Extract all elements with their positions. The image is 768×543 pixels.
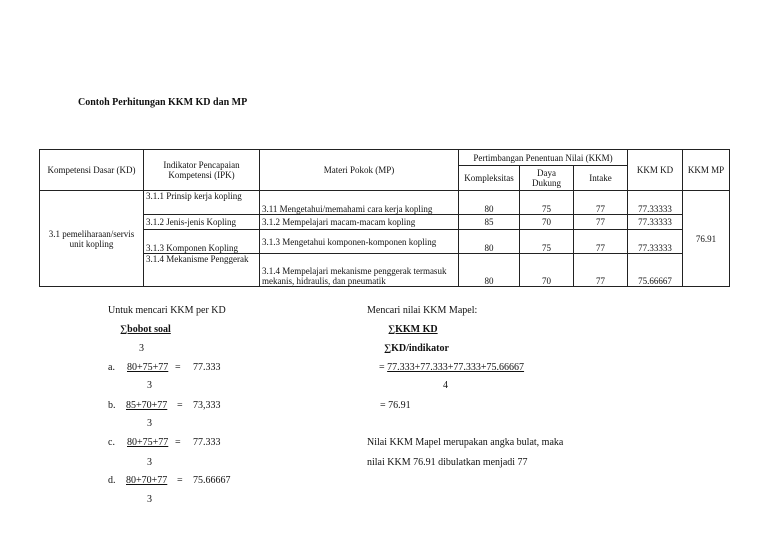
kkm-kd-cell: 77.33333	[628, 215, 683, 230]
kd-cell: 3.1 pemeliharaan/servis unit kopling	[40, 191, 144, 287]
kompleksitas-cell: 80	[459, 254, 520, 287]
item-denominator: 3	[147, 418, 152, 429]
ipk-cell: 3.1.4 Mekanisme Penggerak	[144, 254, 260, 287]
daya-dukung-cell: 75	[520, 230, 574, 254]
item-equals: =	[175, 437, 181, 448]
kkm-kd-cell: 75.66667	[628, 254, 683, 287]
table-row	[40, 191, 730, 215]
kompleksitas-cell: 85	[459, 215, 520, 230]
materi-cell: 3.1.4 Mempelajari mekanisme penggerak termasuk mekanis, hidraulis, dan pneumatik	[260, 254, 459, 287]
kkm-mp-cell: 76.91	[683, 191, 730, 287]
item-expression: 80+70+77	[126, 475, 168, 486]
header-kompleksitas: Kompleksitas	[459, 166, 520, 191]
intake-cell: 77	[574, 230, 628, 254]
header-kkm-mp: KKM MP	[683, 150, 730, 191]
item-denominator: 3	[147, 494, 152, 505]
right-formula-numerator: ∑KKM KD	[388, 324, 438, 335]
page-title: Contoh Perhitungan KKM KD dan MP	[78, 97, 248, 108]
kompleksitas-cell: 80	[459, 230, 520, 254]
intake-cell: 77	[574, 191, 628, 215]
table-row	[40, 230, 730, 254]
header-intake: Intake	[574, 166, 628, 191]
item-result: 73,333	[193, 400, 221, 411]
item-result: 77.333	[193, 362, 221, 373]
left-formula-denominator: 3	[139, 343, 144, 354]
item-denominator: 3	[147, 457, 152, 468]
ipk-cell: 3.1.3 Komponen Kopling	[144, 230, 260, 254]
daya-dukung-cell: 75	[520, 191, 574, 215]
item-result: 75.66667	[193, 475, 231, 486]
intake-cell: 77	[574, 215, 628, 230]
right-calc-denominator: 4	[443, 380, 448, 391]
left-heading: Untuk mencari KKM per KD	[108, 305, 226, 316]
right-calc-line	[379, 362, 524, 373]
kompleksitas-cell: 80	[459, 191, 520, 215]
item-letter: b.	[108, 400, 116, 411]
header-daya-dukung: Daya Dukung	[520, 166, 574, 191]
item-result: 77.333	[193, 437, 221, 448]
item-expression: 80+75+77	[127, 437, 169, 448]
table-row	[40, 215, 730, 230]
item-letter: a.	[108, 362, 115, 373]
header-kd: Kompetensi Dasar (KD)	[40, 150, 144, 191]
item-letter: c.	[108, 437, 115, 448]
materi-cell: 3.11 Mengetahui/memahami cara kerja kopling	[260, 191, 459, 215]
right-calc-numerator: 77.333+77.333+77.333+75.66667	[387, 362, 525, 373]
header-ipk: Indikator Pencapaian Kompetensi (IPK)	[144, 150, 260, 191]
item-expression: 80+75+77	[127, 362, 169, 373]
materi-cell: 3.1.2 Mempelajari macam-macam kopling	[260, 215, 459, 230]
item-expression: 85+70+77	[126, 400, 168, 411]
right-formula-denominator: ∑KD/indikator	[384, 343, 449, 354]
table-row	[40, 254, 730, 287]
kkm-kd-cell: 77.33333	[628, 191, 683, 215]
item-equals: =	[175, 362, 181, 373]
item-equals: =	[177, 400, 183, 411]
right-calc-prefix: =	[379, 362, 388, 373]
right-result: = 76.91	[380, 400, 411, 411]
kkm-table	[39, 149, 730, 287]
materi-cell: 3.1.3 Mengetahui komponen-komponen kopling	[260, 230, 459, 254]
item-letter: d.	[108, 475, 116, 486]
header-pertimbangan: Pertimbangan Penentuan Nilai (KKM)	[459, 150, 628, 166]
right-heading: Mencari nilai KKM Mapel:	[367, 305, 478, 316]
daya-dukung-cell: 70	[520, 254, 574, 287]
kkm-kd-cell: 77.33333	[628, 230, 683, 254]
right-note-line-1: Nilai KKM Mapel merupakan angka bulat, maka	[367, 437, 564, 448]
item-equals: =	[177, 475, 183, 486]
header-materi: Materi Pokok (MP)	[260, 150, 459, 191]
right-note-line-2: nilai KKM 76.91 dibulatkan menjadi 77	[367, 457, 528, 468]
daya-dukung-cell: 70	[520, 215, 574, 230]
ipk-cell: 3.1.2 Jenis-jenis Kopling	[144, 215, 260, 230]
ipk-cell: 3.1.1 Prinsip kerja kopling	[144, 191, 260, 215]
item-denominator: 3	[147, 380, 152, 391]
intake-cell: 77	[574, 254, 628, 287]
left-formula-numerator: ∑bobot soal	[120, 324, 171, 335]
header-kkm-kd: KKM KD	[628, 150, 683, 191]
